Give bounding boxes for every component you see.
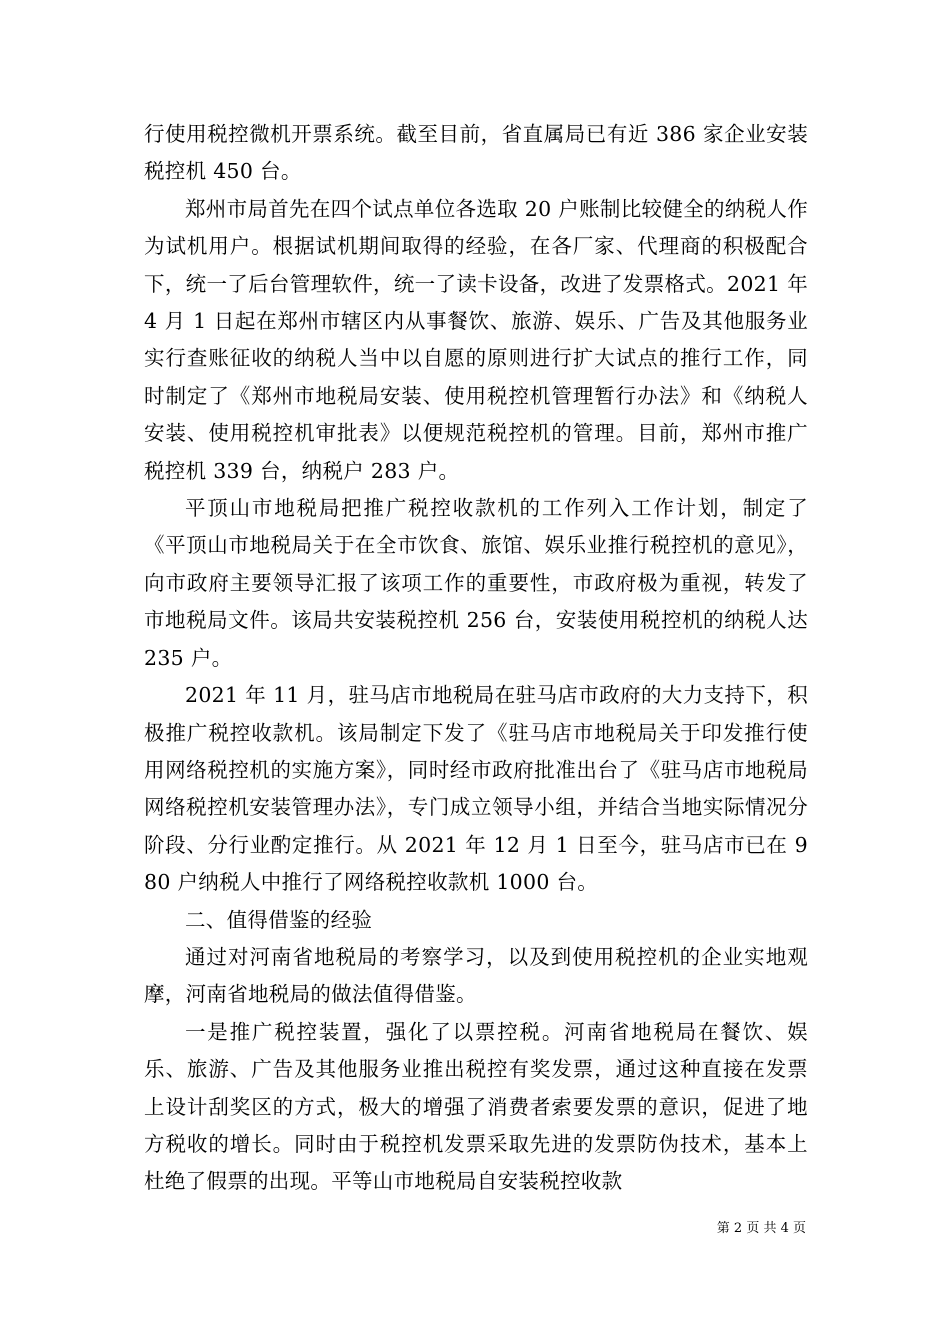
paragraph-point-one: 一是推广税控装置，强化了以票控税。河南省地税局在餐饮、娱乐、旅游、广告及其他服务业推出税控有奖发票，通过这种直接在发票上设计刮奖区的方式，极大的增强了消费者索要发票的意识，促进了地方税收的增长。同时由于税控机发票采取先进的发票防伪技术，基本上杜绝了假票的出现。平等山市地税局自安装税控收款 [144, 1019, 808, 1194]
paragraph-zhengzhou: 郑州市局首先在四个试点单位各选取 20 户账制比较健全的纳税人作为试机用户。根据试机期间取得的经验，在各厂家、代理商的积极配合下，统一了后台管理软件，统一了读卡设备，改进了发票格式。2021 年 4 月 1 日起在郑州市辖区内从事餐饮、旅游、娱乐、广告及其他服务业实行查账征收的纳税人当中以自愿的原则进行扩大试点的推行工作，同时制定了《郑州市地税局安装、使用税控机管理暂行办法》和《纳税人安装、使用税控机审批表》以便规范税控机的管理。目前，郑州市推广税控机 339 台，纳税户 283 户。 [144, 196, 808, 483]
paragraph-zhumadian: 2021 年 11 月，驻马店市地税局在驻马店市政府的大力支持下，积极推广税控收款机。该局制定下发了《驻马店市地税局关于印发推行使用网络税控机的实施方案》，同时经市政府批准出台了《驻马店市地税局网络税控机安装管理办法》，专门成立领导小组，并结合当地实际情况分阶段、分行业酌定推行。从 2021 年 12 月 1 日至今，驻马店市已在 980 户纳税人中推行了网络税控收款机 1000 台。 [144, 683, 808, 895]
paragraph-1: 行使用税控微机开票系统。截至目前，省直属局已有近 386 家企业安装税控机 450 台。 [144, 122, 808, 184]
section-heading-experience: 二、值得借鉴的经验 [185, 907, 373, 932]
page-number-footer: 第 2 页 共 4 页 [716, 1221, 806, 1236]
paragraph-pingdingshan: 平顶山市地税局把推广税控收款机的工作列入工作计划，制定了《平顶山市地税局关于在全市饮食、旅馆、娱乐业推行税控机的意见》，向市政府主要领导汇报了该项工作的重要性，市政府极为重视，转发了市地税局文件。该局共安装税控机 256 台，安装使用税控机的纳税人达 235 户。 [144, 496, 808, 670]
document-body [144, 116, 808, 1201]
paragraph-study-intro: 通过对河南省地税局的考察学习，以及到使用税控机的企业实地观摩，河南省地税局的做法值得借鉴。 [144, 944, 808, 1007]
